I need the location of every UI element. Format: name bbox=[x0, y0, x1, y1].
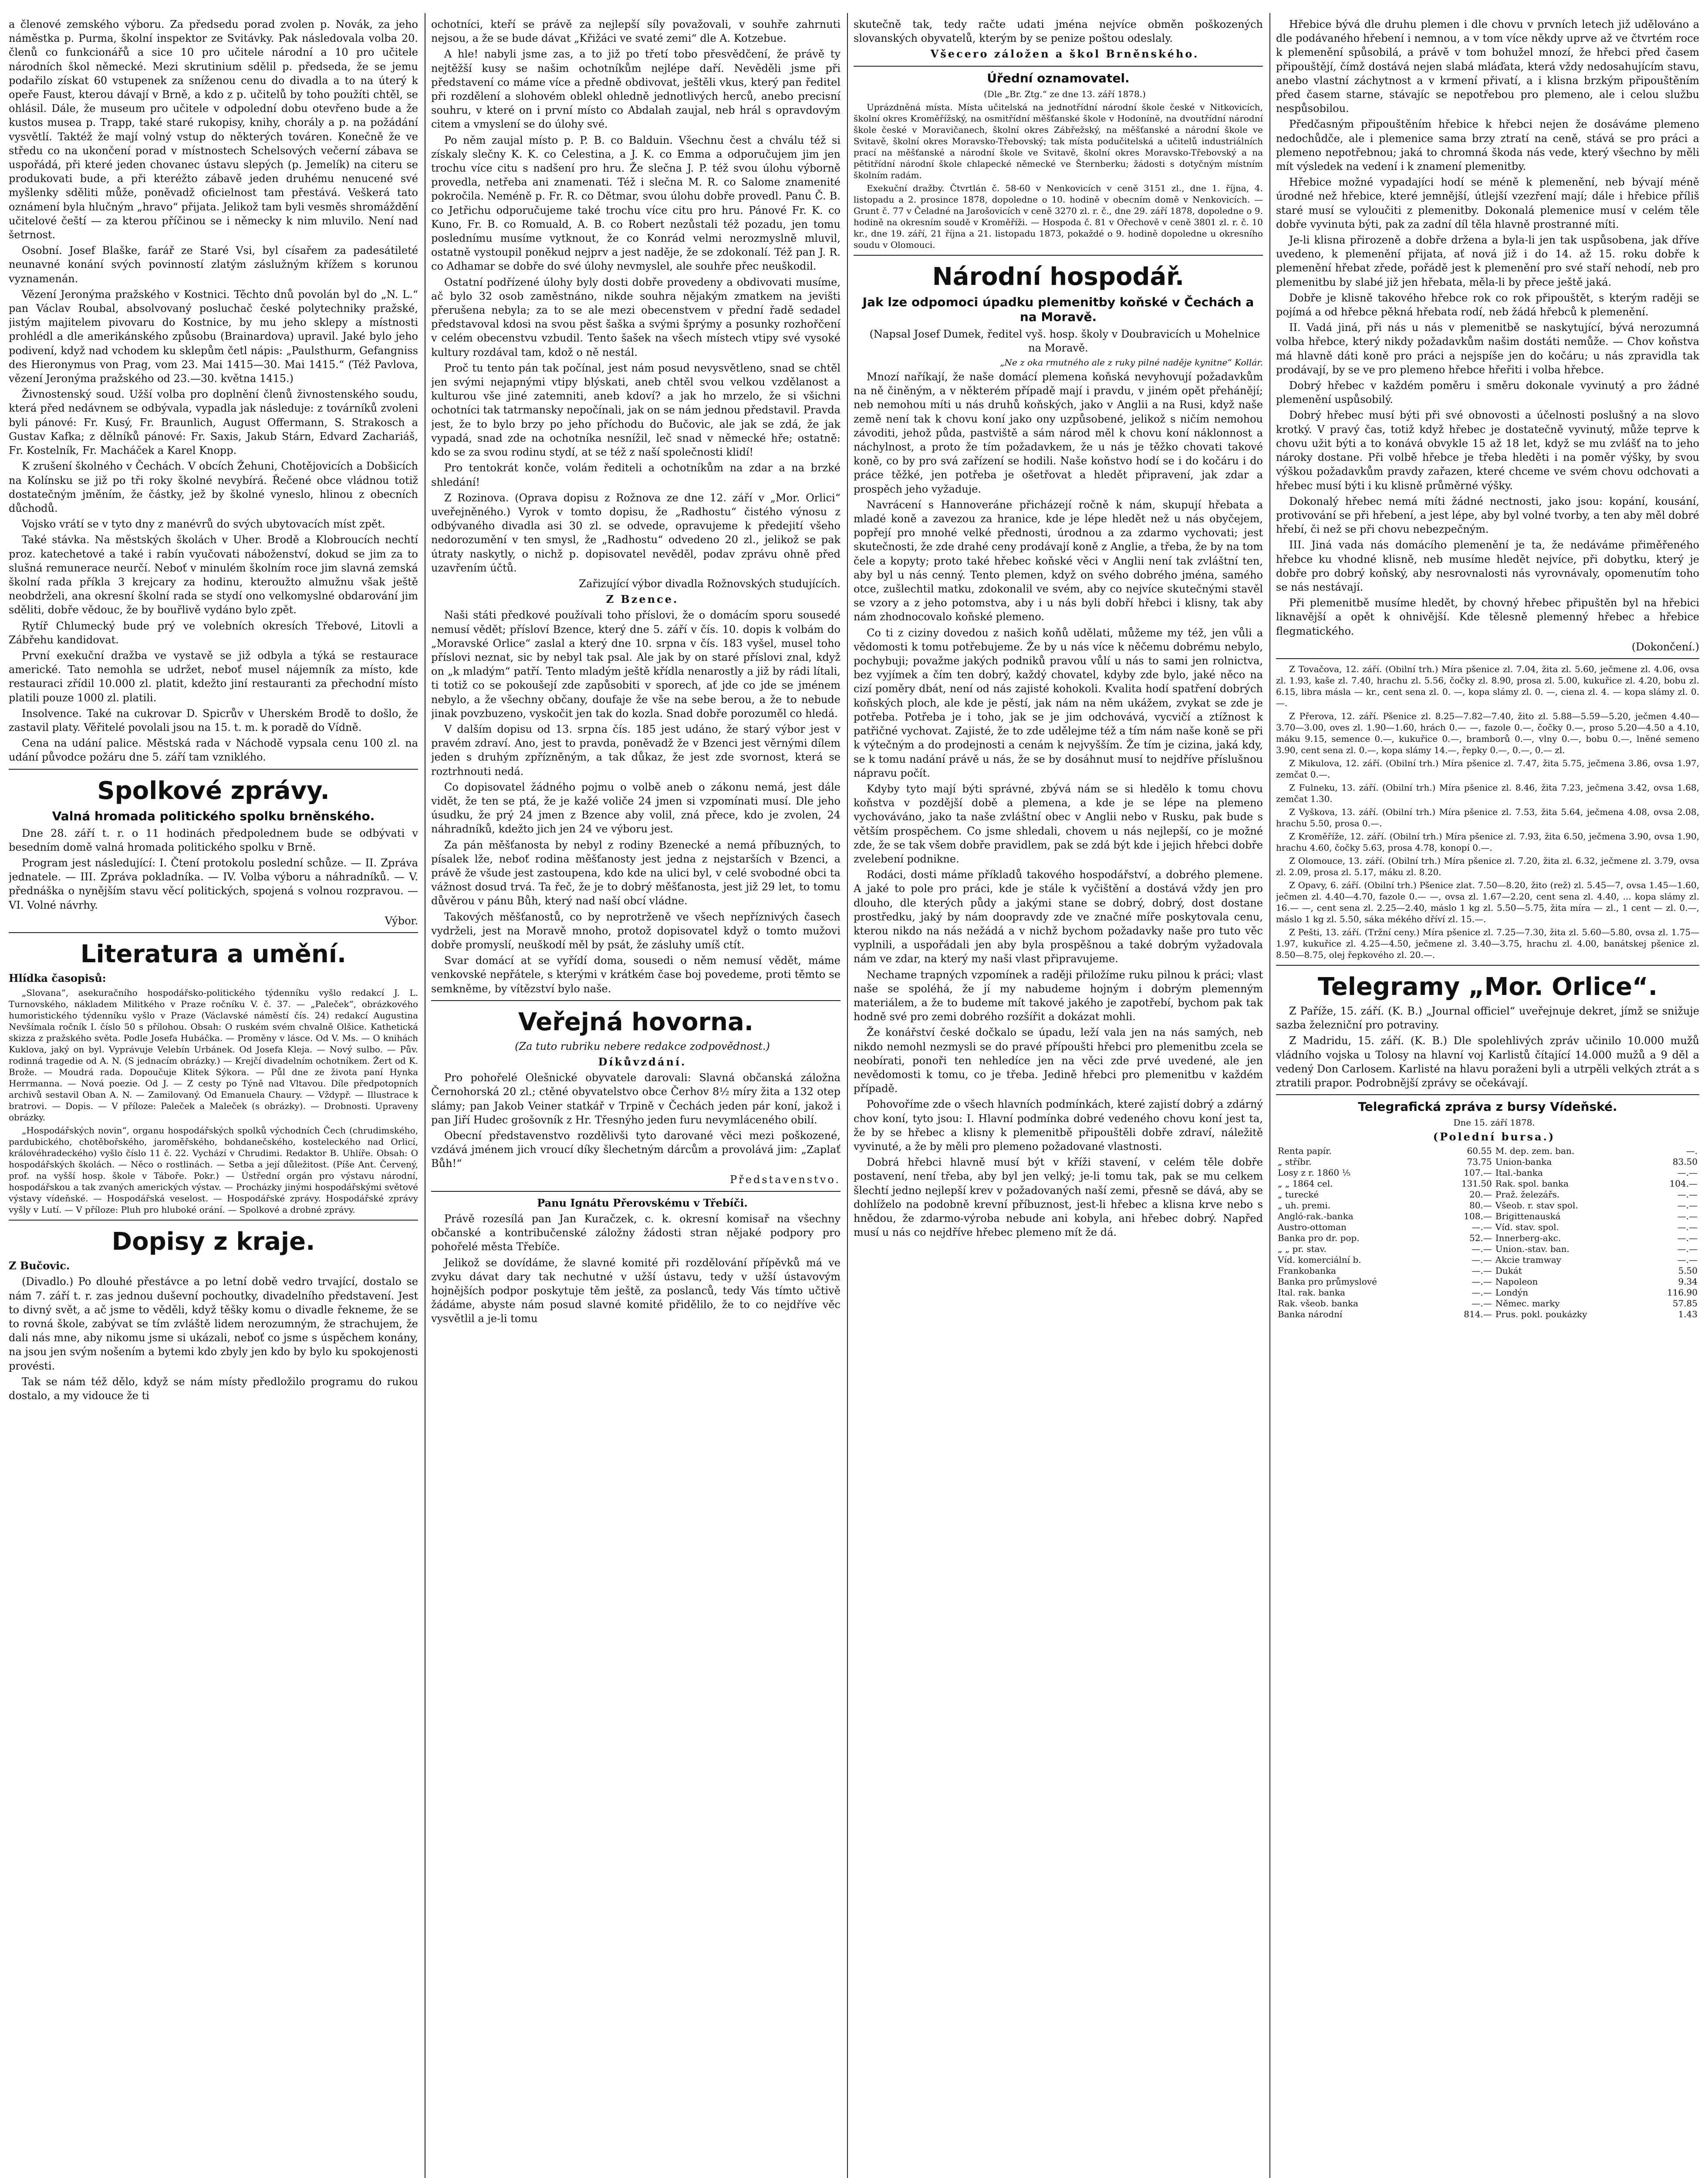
paragraph: Dokonalý hřebec nemá míti žádné nectnosti, jako jsou: kopání, kousání, protivování se při hřebení, a jest lépe, aby byl volné tvorby, a ten aby měl dobré hřebí, či než se při chovu nebezpečným. bbox=[1276, 495, 1699, 536]
table-cell: Napoleon bbox=[1495, 1276, 1538, 1287]
table-row bbox=[1276, 1157, 1699, 1167]
column-4 bbox=[1276, 17, 1699, 2178]
paragraph: Navrácení s Hannoveráne přicházejí ročně k nám, skupují hřebata a mladé koně a zavezou za hranice, kde je lépe hledět než u nás obyčejem, popřejí pro mnohé velké přednosti, úrodnou a za zdarmo vychovati; jest skutečnosti, že zde drahé ceny prodávají koně z Anglie, a třeba, že by na tom čele a kopyty; proto také hřebec koňské věci v Anglii není tak zvláštní ten, aby byl u nás cenný. Tento plemen, když on svého dobrého jména, samého otce, zušlechtil matku, zdokonalil ve svém, aby co nejvíce skutečnými stavěl se vzory a z jeho potomstva, aby i u nás byli dobří hřebci i klisny, tak aby nám zhodnocovalo koňské plemeno. bbox=[854, 498, 1263, 623]
column-rule bbox=[1269, 13, 1270, 2178]
table-cell: —. bbox=[1686, 1146, 1698, 1157]
table-cell: 107.— bbox=[1464, 1167, 1492, 1178]
paragraph: Z Rozinova. (Oprava dopisu z Rožnova ze dne 12. září v „Mor. Orlici“ uveřejněného.) Vyrok v tomto dopisu, že „Radhostu“ čistého výnosu z odbývaného divadla asi 30 zl. se odvede, opravujeme k předejití všeho nedorozumění v ten smysl, že „Radhostu“ odvedeno 20 zl., jelikož se pak útraty naskytly, o nichž p. dopisovatel nevěděl, podav zprávu ohně před uzavřením účtů. bbox=[431, 491, 840, 574]
column-1 bbox=[9, 17, 418, 2178]
divider bbox=[854, 66, 1263, 67]
table-cell: —.— bbox=[1677, 1189, 1698, 1200]
table-cell: 116.90 bbox=[1667, 1287, 1698, 1298]
table-row bbox=[1276, 1211, 1699, 1222]
divider bbox=[431, 1000, 840, 1001]
table-row bbox=[1276, 1222, 1699, 1233]
paragraph: Kdyby tyto mají býti správné, zbývá nám se si hledělo k tomu chovu koňstva v pozdější době a plemena, a kde je se lépe na plemeno vychováváno, jako ta naše zvláštní obec v Anglii nebo v Rusku, pak bude s větším prospěchem. Co jsme shledali, chovem u nás nejlepší, co je možné zde, že se tak všem dobře pravidlem, pak se zdá být kde i jejich hřebci dobře zvelebení podnikne. bbox=[854, 782, 1263, 865]
table-cell: Ital.-banka bbox=[1495, 1167, 1543, 1178]
paragraph: Že konářství české dočkalo se úpadu, leží vala jen na nás samých, neb nikdo nemohl nezmysli se do pravé přípoušti hřebci pro plemenitbu zcela se neobírati, ponoři ten nehledíce jen na věci zde prvé uvedené, ale jen nevědomosti k tomu, co je třeba. Jedině hřebci pro plemenitbu v každém případě. bbox=[854, 1026, 1263, 1095]
table-cell: 9.34 bbox=[1678, 1276, 1698, 1287]
divider bbox=[854, 255, 1263, 256]
paragraph: (Divadlo.) Po dlouhé přestávce a po letní době vedro trvající, dostalo se nám 7. září t. r. zas jednou duševní pochoutky, divadelního představení. Jest to divný svět, a ač jsme to věděli, když těšky komu o divadle řekneme, že se to rovná škole, zabývat se tím zvláště lidem nerozumným, že strachujem, že dali nás mne, aby nikomu jsme si ukázali, neboť co jsme s úspěchem konány, na jsou jen svým nošením a bytemi kdo zbyly jen kdo by bylo ku spokojenosti provésti. bbox=[9, 1275, 418, 1372]
table-cell: —.— bbox=[1677, 1255, 1698, 1265]
table-row bbox=[1276, 1233, 1699, 1244]
table-cell: Němec. marky bbox=[1495, 1298, 1560, 1309]
table-cell: 1.43 bbox=[1678, 1309, 1698, 1320]
paragraph: Cena na udání palice. Městská rada v Náchodě vypsala cenu 100 zl. na udání původce požáru dne 5. září tam vzniklého. bbox=[9, 737, 418, 764]
table-cell: M. dep. zem. ban. bbox=[1495, 1146, 1575, 1157]
bourse-date: Dne 15. září 1878. bbox=[1453, 1117, 1535, 1128]
table-row bbox=[1276, 1265, 1699, 1276]
paragraph: Proč tu tento pán tak počínal, jest nám posud nevysvětleno, snad se chtěl jen svými nejapnými vtipy blýskati, aneb chtěl svou velkou vzdělanost a kulturou vše jiné zatemniti, aneb kdoví? a jak ho mrzelo, že si všichni ochotníci tak tatrmansky nepočínali, jak on se nám jednou představil. Pravda jest, že to bylo brzy po jeho příchodu do Bučovic, ale jak se zdá, že jak vypadá, snad zde na ochotníka nesnížil, leč snad v německé hře; ostatně: kdo se za svou rodinu stydí, at se též z naší společnosti klidí! bbox=[431, 362, 840, 459]
paragraph: „Hospodářských novin“, organu hospodářských spolků východních Čech (chrudimského, pardubického, chotěbořského, jaroměřského, bohdanečského, kosteleckého nad Orlicí, královéhradeckého) vyšlo číslo 11 č. 22. Vychází v Chrudimi. Redaktor B. Uhlíře. Obsah: O hospodářských školách. — Něco o rostlinách. — Setba a její důležitost. (Píše Ant. Červený, prof. na vyšší hosp. škole v Táboře. Pokr.) — Ústřední orgán pro výstavu národní, hospodářskou a tak zvaných amerických výstav. — Procházky jinými hospodářskými světové výstavy vídeňské. — Hospodářská veselost. — Hospodářské zprávy. Hospodářské zprávy vyšly v Lutí. — V příloze: Pluh pro hluboké orání. — Spolkové a drobné zprávy. bbox=[9, 1125, 418, 1215]
paragraph: Předčasným připouštěním hřebice k hřebci nejen že dosáváme plemeno nedochůdče, ale i plemenice sama brzy ztratí na ceně, stává se pro práci a plemeno nepotřebnou; jaká to chromná škoda nás vede, který všechno by měli mít výsledek na vedení i k znamení plemenitby. bbox=[1276, 118, 1699, 173]
table-cell: „ „ 1864 cel. bbox=[1278, 1178, 1333, 1189]
table-cell: 80.— bbox=[1469, 1200, 1492, 1211]
table-cell: Víd. komerciální b. bbox=[1278, 1255, 1361, 1265]
table-row bbox=[1276, 1178, 1699, 1189]
market-report: Z Kroměříže, 12. září. (Obilní trh.) Míra pšenice zl. 7.93, žita 6.50, ječmena 3.90, ovsa 1.90, hrachu 4.60, čočky 5.63, prosa 4.78, konopí 0.—. bbox=[1276, 831, 1699, 853]
paragraph: Exekuční dražby. Čtvrtlán č. 58-60 v Nenkovicích v ceně 3151 zl., dne 1. října, 4. listopadu a 2. prosince 1878, dopoledne o 10. hodině v obecním domě v Nenkovicích. — Grunt č. 77 v Čeladné na Jarošovicích v ceně 3270 zl. r. č., dne 29. září 1878, dopoledne o 9. hodině na okresním soudě v Kroměříži. — Hospoda č. 81 v Ořechově v ceně 3801 zl. r. č. 10 kr., dne 19. září, 21 října a 21. listopadu 1873, pokaždé o 9. hodině dopoledne u okresního soudu v Olomouci. bbox=[854, 183, 1263, 250]
paragraph: Insolvence. Také na cukrovar D. Spicrův v Uherském Brodě to došlo, že zastavil platy. Věřitelé povolali jsou na 15. t. m. k poradě do Vídně. bbox=[9, 707, 418, 734]
table-cell: Ital. rak. banka bbox=[1278, 1287, 1345, 1298]
divider bbox=[1276, 1094, 1699, 1095]
divider bbox=[9, 932, 418, 933]
paragraph: Dobrá hřebci hlavně musí být v kříži stavení, v celém těle dobře postavení, není třeba, aby byl jen velký; je-li tomu tak, pak se mu celkem šlechtí jedno nejlepší krev v požadovaných naší zemi, přesně se dává, aby se dohlíželo na podobně krevní příbuznost, jest-li hřebec a klisna krve nebo s hnědou, že zdarmo-výroba nebude ani kobyla, ani hřebec dobrý. Napřed musí u nás co nejdříve hřebec plemeno mít že dá. bbox=[854, 1156, 1263, 1239]
section-heading-dopisy: Dopisy z kraje. bbox=[111, 1228, 315, 1256]
table-cell: Losy z r. 1860 ¹⁄₅ bbox=[1278, 1167, 1350, 1178]
paragraph: Právě rozesílá pan Jan Kuračzek, c. k. okresní komisař na všechny občanské a kontribučenské záložny žádosti stran nějaké podpory pro pohořelé města Třebíče. bbox=[431, 1213, 840, 1253]
section-heading-spolkove: Spolkové zprávy. bbox=[97, 776, 330, 805]
table-cell: Banka pro průmyslové bbox=[1278, 1276, 1377, 1287]
paragraph: V dalším dopisu od 13. srpna čís. 185 jest udáno, že starý výbor jest v pravém zdraví. Ano, jest to pravda, poněvadž že v Bzenci jest věrnými dílem jeden s druhým zpřízněným, a tak důkaz, že jest zde svornost, která se roztrhnouti nedá. bbox=[431, 723, 840, 778]
section-heading-telegramy: Telegramy „Mor. Orlice“. bbox=[1317, 972, 1658, 1001]
table-row bbox=[1276, 1287, 1699, 1298]
paragraph: Uprázdněná místa. Místa učitelská na jednotřídní národní škole české v Nitkovicích, školní okres Kroměřížský, na osmitřídní měšťanské škole v Hodoníně, na dvoutřídní národní škole české v Moravičanech, školní okres Zábřežský, na měšťanské a národní škole ve Svitavě, školní okres Moravsko-Třebovský; tak místa podučitelská a učitelů industriálních prací na měšťanské a národní škole ve Svitavě, školní okres Moravsko-Třebovský a na pětitřídní národní škole chlapecké německé ve Šternberku; žádosti s dotyčným místním školním radám. bbox=[854, 101, 1263, 180]
paragraph: Živnostenský soud. Užší volba pro doplnění členů živnostenského soudu, která před nedávnem se odbývala, vypadla jak následuje: z továrníků zvoleni byli pánové: Fr. Kusý, Fr. Braunlich, August Offermann, S. Strakosch a Gustav Kafka; z dělníků pánové: Fr. Saxis, Jakub Stárn, Edvard Zachariáš, Fr. Kostelník, Fr. Macháček a Karel Knopp. bbox=[9, 388, 418, 457]
table-row bbox=[1276, 1189, 1699, 1200]
table-cell: —.— bbox=[1472, 1287, 1492, 1298]
table-cell: Banka pro dr. pop. bbox=[1278, 1233, 1360, 1244]
paragraph: Obecní představenstvo rozdělivši tyto darované věci mezi poškozené, vzdává jménem jich vroucí díky šlechetným dárcům a provolává jim: „Zaplať Bůh!“ bbox=[431, 1130, 840, 1170]
bourse-table bbox=[1276, 1146, 1699, 1320]
table-cell: „ uh. premi. bbox=[1278, 1200, 1331, 1211]
table-cell: —.— bbox=[1677, 1222, 1698, 1233]
note: (Dokončení.) bbox=[1631, 640, 1699, 653]
paragraph: skutečně tak, tedy račte udati jména nejvíce obměn poškozených slovanských obyvatelů, kterým by se penize poštou odeslaly. bbox=[854, 18, 1263, 45]
paragraph: Při plemenitbě musíme hledět, by chovný hřebec připuštěn byl na hřebici liknavější a opět k ohnivější. Kde tělesně plemenný hřebec a hřebice flegmatického. bbox=[1276, 597, 1699, 637]
market-report: Z Mikulova, 12. září. (Obilní trh.) Míra pšenice zl. 7.47, žita 5.75, ječmena 3.86, ovsa 1.97, zemčat 0.—. bbox=[1276, 758, 1699, 780]
table-cell: Všeob. r. stav spol. bbox=[1495, 1200, 1578, 1211]
paragraph: Osobní. Josef Blaške, farář ze Staré Vsi, byl císařem za padesátileté neunavné konání svých povinností zlatým záslužným křížem s korunou vyznamenán. bbox=[9, 244, 418, 285]
divider bbox=[9, 769, 418, 770]
subheading: Valná hromada politického spolku brněnského. bbox=[52, 808, 375, 823]
table-cell: 104.— bbox=[1669, 1178, 1698, 1189]
table-row bbox=[1276, 1244, 1699, 1255]
market-report: Z Přerova, 12. září. Pšenice zl. 8.25—7.82—7.40, žito zl. 5.88—5.59—5.20, ječmen 4.40—3.70—3.00, oves zl. 1.90—1.60, hrách 0.— —, fazole 0.—, čočky 0.—, proso 5.20—4.50 a 4.10, máku 9.15, semence 0.—, kukuřice 0.—, bramborů 0.—, vlny 0.—, bobu 0.—, lněné semeno 3.90, cent sena zl. 0.—, kopa slámy 14.—, řepky 0.—, 0.—, 0.— zl. bbox=[1276, 710, 1699, 755]
paragraph: Takových měšťanostů, co by neprotrženě ve všech nepříznivých časech vydrželi, jest na Moravě mnoho, protož dopisovatel když o tomto mužovi dobře promyslí, neuškodí měl by psát, že zásluhy umíš ctít. bbox=[431, 910, 840, 951]
paragraph: Co dopisovatel žádného pojmu o volbě aneb o zákonu nemá, jest dále vidět, že ten se ptá, že je kažé voliče 24 jmen si vzpomínati musí. Dle jeho úsudku, že prý 24 jmen z Bzence aby volil, zná přece, kdo je zvolen, 24 náhradníků, kdežto jich jen 24 ve výboru jest. bbox=[431, 781, 840, 835]
table-row bbox=[1276, 1276, 1699, 1287]
paragraph: „Slovana“, asekuračního hospodářsko-politického týdenníku vyšlo redakcí J. L. Turnovského, nákladem Militkého v Praze ročníku V. č. 37. — „Paleček“, obrázkového humoristického týdenníku vyšlo v Praze (Václavské náměstí čís. 24) redakcí Augustina Nevšímala ročník I. číslo 50 s přílohou. Obsah: O ruském svém chvalně Olšice. Kathetická skizza z pražského světa. Podle Josefa Hubáčka. — Proměny v lásce. Od V. Ms. — O knihách Kuklova, jaký on byl. Vyprávuje Velebín Urbánek. Od Josefa Kleja. — Nový sulbo. — Pův. rodinná tragedie od A. N. (S jednacím obrázky.) — Krejčí divadelním ochotníkem. Žert od K. Brože. — Moudrá rada. Dopoučuje Klitek Sýkora. — Půl dne ze života paní Hynka Herrmanna. — Nová poezie. Od J. — Z cesty po Týně nad Vltavou. Díle předpotopních archivů sestavil Oban A. N. — Zamilovaný. Od Emanuela Chaury. — Vždypř. — Illustrace k bratrovi. — Dopis. — V příloze: Paleček a Maleček (s obrázky). — Drobnosti. Upraveny obrázky. bbox=[9, 988, 418, 1123]
table-cell: —.— bbox=[1472, 1276, 1492, 1287]
paragraph: a členové zemského výboru. Za předsedu porad zvolen p. Novák, za jeho náměstka p. Purma, školní inspektor ze Svitávky. Pak následovala volba 20. členů co funkcionářů a sice 10 pro učitele národní a 10 pro učitele národních škol německé. Mezi skrutinium sdělil p. předseda, že se jemu podařilo získat 60 vstupenek za sníženou cenu do divadla a to na úterý k opeře Faust, kterou dávají v Brně, a kdo z p. učitelů by toho použíti chtěl, se ohlásil. Dále, že museum pro učitele v odpolední dobu otevřeno bude a že kustos musea p. Trapp, také staré rukopisy, knihy, chorály a p. na požádání vysvětlí. Taktéž že mají volný vstup do některých továren. Konečně že ve středu co na ukončení porad v místnostech Schelsových večerní zábava se uspořádá, při které jeden chovanec ústavu slepých (p. Jemelík) na citeru se produkovati bude, a při kteréžto zábavě jeden druhému nenucené své myšlenky sděliti může, poněvadž oficielnost tam přestává. Veškerá tato oznámení byla hlučným „hravo“ přijata. Jelikož tam byli vesměs shromáždění učitelové čeští — za kterou příčinou se i německy k nim mluvilo. Není nad šetrnost. bbox=[9, 18, 418, 241]
paragraph: Rodáci, dosti máme příkladů takového hospodářství, a dobrého plemene. A jaké to pole pro práci, kde je stále k vyčištění a dostává vždy jen pro dlouho, dle kterých půdy a jakými stane se dobrý, dobrý, dost dostane prostředku, jaký by nám doopravdy zde ve značné míře poskytovala cenu, kterou nikdo na nás nežádá a v nichž bychom požadavky naše pro tuto věc vyplnili, a uspořádali jen aby byla prospěšnou a také dobrým vyžadovala nám ve zdar, na který my naši vlast připravujeme. bbox=[854, 869, 1263, 965]
paragraph: Ostatní podřízené úlohy byly dosti dobře provedeny a obdivovati musíme, ač bylo 32 osob zaměstnáno, nikde souhra nějakým zmatkem na jevišti přerušena nebyla; za to se ale mezi obecenstvem v přední řadě sedadel představoval kdosi na svou pěst šaška a svými šprýmy a posunky rozhořčení v celém obecenstvu vzbudil. Tento šašek na všech místech vtipy své vysoké kultury rozdával tam, kdož o ně nestál. bbox=[431, 276, 840, 358]
divider bbox=[431, 1191, 840, 1192]
table-row bbox=[1276, 1200, 1699, 1211]
note: (Za tuto rubriku nebere redakce zodpovědnost.) bbox=[515, 1040, 770, 1052]
subheading: Hlídka časopisů: bbox=[9, 971, 106, 984]
table-cell: 57.85 bbox=[1672, 1298, 1698, 1309]
table-cell: Rak. všeob. banka bbox=[1278, 1298, 1358, 1309]
table-cell: —.— bbox=[1472, 1222, 1492, 1233]
table-row bbox=[1276, 1298, 1699, 1309]
signature: Všecero záložen a škol Brněnského. bbox=[930, 47, 1199, 61]
paragraph: Za pán měšťanosta by nebyl z rodiny Bzenecké a nemá příbuzných, to písalek lže, neboť rodina měšťanosty jest jedna z nejstarších v Bzenci, a právě že všude jest zastoupena, kdo kde na ulici byl, v celé svobodné obci ta vážnost dosud trvá. Ta řeč, že je to dobrý měšťanosta, jest již 29 let, to tomu důvěrou v pánu Bůh, který nad naší obcí vládne. bbox=[431, 839, 840, 907]
table-cell: Prus. pokl. poukázky bbox=[1495, 1309, 1587, 1320]
table-cell: 108.— bbox=[1464, 1211, 1492, 1222]
subheading: Úřední oznamovatel. bbox=[987, 71, 1130, 85]
market-report: Z Tovačova, 12. září. (Obilní trh.) Míra pšenice zl. 7.04, žita zl. 5.60, ječmene zl. 4.06, ovsa zl. 1.93, kaše zl. 7.40, hrachu zl. 5.56, čočky zl. 8.90, prosa zl. 5.00, kukuřice zl. 4.20, bobu zl. 6.15, libra másla — kr., cent sena zl. 0. —, kopa slámy zl. 0. —, ciena zl. 4. — kopa slámy zl. 0.—. bbox=[1276, 663, 1699, 708]
note: (Dle „Br. Ztg.“ ze dne 13. září 1878.) bbox=[984, 88, 1146, 99]
table-cell: 60.55 bbox=[1467, 1146, 1492, 1157]
market-report: Z Pešti, 13. září. (Tržní ceny.) Míra pšenice zl. 7.25—7.30, žita zl. 5.60—5.80, ovsa zl. 1.75—1.97, kukuřice zl. 4.25—4.50, ječmene zl. 3.40—3.75, hrachu zl. 4.00, banátskej pšenice zl. 8.50—8.75, olej řepkového zl. 20.—. bbox=[1276, 927, 1699, 960]
subheading: Panu Ignátu Přerovskému v Třebíči. bbox=[537, 1196, 748, 1209]
bourse-subheading: (Polední bursa.) bbox=[1433, 1130, 1556, 1143]
signature: Výbor. bbox=[385, 914, 418, 927]
market-report: Z Olomouce, 13. září. (Obilní trh.) Míra pšenice zl. 7.20, žita zl. 6.32, ječmene zl. 3.79, ovsa zl. 2.09, prosa zl. 5.17, máku zl. 8.20. bbox=[1276, 855, 1699, 877]
table-cell: —.— bbox=[1472, 1265, 1492, 1276]
paragraph: Z Paříže, 15. září. (K. B.) „Journal officiel“ uveřejnuje dekret, jímž se snižuje sazba železniční pro potraviny. bbox=[1276, 1004, 1699, 1032]
paragraph: Jelikož se dovídáme, že slavné komité při rozdělování přípěvků má ve zvyku dávat dary tak nechutné v užší ústavu, tedy v užší ústavovým hojnějších podpor poskytuje těm ještě, za poslanců, tedy Vás tímto učtivě žádáme, abyste nám posud slavné komité přidělilo, že to co nejdříve věc vysvětlil a je-li tomu bbox=[431, 1256, 840, 1325]
column-rule bbox=[847, 13, 848, 2178]
table-cell: 83.50 bbox=[1672, 1157, 1698, 1167]
table-cell: —.— bbox=[1472, 1298, 1492, 1309]
paragraph: III. Jiná vada nás domácího plemenění je ta, že nedáváme přiměřeného hřebce ku vhodné klisně, neb musíme hledět nejvíce, při dobytku, který je dobře pro dobrý koňský, aby nesrovnalosti nás vyrovnávaly, opomenutím toho se nás nestávají. bbox=[1276, 539, 1699, 593]
table-cell: Innerberg-akc. bbox=[1495, 1233, 1561, 1244]
table-cell: Austro-ottoman bbox=[1278, 1222, 1347, 1233]
section-heading-narodni: Národní hospodář. bbox=[932, 262, 1185, 291]
table-cell: —.— bbox=[1472, 1255, 1492, 1265]
table-cell: „ stříbr. bbox=[1278, 1157, 1312, 1167]
table-cell: 20.— bbox=[1469, 1189, 1492, 1200]
paragraph: Vojsko vrátí se v tyto dny z manévrů do svých ubytovacích míst zpět. bbox=[22, 518, 385, 531]
table-cell: —.— bbox=[1677, 1244, 1698, 1255]
subheading: Díkůvzdání. bbox=[598, 1055, 687, 1069]
motto: „Ne z oka rmutného ale z ruky pilné naděje kynitne“ Kollár. bbox=[1000, 357, 1263, 368]
table-cell: Frankobanka bbox=[1278, 1265, 1337, 1276]
table-cell: Union-banka bbox=[1495, 1157, 1552, 1167]
paragraph: Dobře je klisně takového hřebce rok co rok připouštět, s kterým raději se pojímá a od hřebce pěkná hřebata rodí, neb žádá hřebců k plemenění. bbox=[1276, 291, 1699, 318]
market-report: Z Fulneku, 13. září. (Obilní trh.) Míra pšenice zl. 8.46, žita 7.23, ječmena 3.42, ovsa 1.68, zemčat 1.30. bbox=[1276, 782, 1699, 804]
paragraph: Nechame trapných vzpomínek a raději přiložíme ruku pilnou k práci; vlast naše se spoléhá, že jí my nabudeme hojným i dobrým plemenným materiálem, a že to budeme mít takové jakého je zapotřebí, bychom pak tak hodně své pro zemi dobrého rozšířit a dokázat mohli. bbox=[854, 968, 1263, 1023]
paragraph: Dobrý hřebec v každém poměru i směru dokonale vyvinutý a pro žádné plemenění uspůsobilý. bbox=[1276, 379, 1699, 406]
paragraph: K zrušení školného v Čechách. V obcích Žehuni, Chotějovicích a Dobšicích na Kolínsku se již po tři roky školné nevybírá. Řečené obce vládnou totiž dostatečným jměním, že částky, jež by školné vyneslo, hlinou z obecních důchodů. bbox=[9, 460, 418, 514]
table-cell: 814.— bbox=[1464, 1309, 1492, 1320]
market-report: Z Vyškova, 13. září. (Obilní trh.) Míra pšenice zl. 7.53, žita 5.64, ječmena 4.08, ovsa 2.08, hrachu 5.50, prosa 0.—. bbox=[1276, 806, 1699, 829]
divider bbox=[1276, 658, 1699, 659]
table-cell: —.— bbox=[1677, 1233, 1698, 1244]
table-cell: 131.50 bbox=[1461, 1178, 1492, 1189]
paragraph: II. Vadá jiná, při nás u nás v plemenitbě se naskytující, bývá nerozumná volba hřebce, který nikdy požadavkům našim dostáti nemůže. — Chov koňstva má hlavně dáti koně pro práci a nejspíše jen do kočáru; u nás zpravidla tak prodávají, by se ve pro plemeno hřebce hřeřiti i volba hřebce. bbox=[1276, 321, 1699, 376]
paragraph: A hle! nabyli jsme zas, a to již po třetí tobo přesvědčení, že právě ty nejtěžší kusy se našim ochotníkům nejlépe daří. Nevěděli jsme při představení co máme více a předně obdivovat, ještěli vkus, který pan ředitel při rozdělení a slohovém oblekl ohledně jednotlivých herců, anebo precisní souhru, v které on i první místo co Abdalah zaujal, neb hrál s opravdovým citem a vmyslení se do úlohy své. bbox=[431, 48, 840, 131]
table-cell: „ „ pr. stav. bbox=[1278, 1244, 1327, 1255]
market-report: Z Opavy, 6. září. (Obilní trh.) Pšenice zlat. 7.50—8.20, žito (rež) zl. 5.45—7, ovsa 1.45—1.60, ječmen zl. 4.40—4.70, fazole 0.— —, ovsa zl. 1.67—2.20, cent sena zl. 4.40, ... kopa slámy zl. 16.— —, cent sena zl. 2.25—2.40, máslo 1 kg zl. 5.50—5.75, žita míra — zl., 1 cent — zl. 0.—, máslo 1 kg zl. 5.50, sáka mékého dříví zl. 15.—. bbox=[1276, 879, 1699, 924]
table-cell: Brigittenauská bbox=[1495, 1211, 1561, 1222]
table-cell: Rak. spol. banka bbox=[1495, 1178, 1569, 1189]
divider bbox=[9, 1220, 418, 1221]
column-3 bbox=[854, 17, 1263, 2178]
paragraph: Po něm zaujal místo p. P. B. co Balduin. Všechnu čest a chválu též si získaly slečny K. K. co Celestina, a J. K. co Emma a odporučujem jim jen trochu více citu s nadšení pro hru. Že slečna J. P. též svou úlohu výborně provedla, netřeba ani znamenati. Též i slečna M. R. co Salome znamenité pokročila. Neméně p. Fr. R. co Dětmar, svou úlohu dobře provedl. Panu Č. B. co Jetřichu odporučujeme také trochu více citu pro hru. Pánové Fr. K. co Kuno, Fr. B. co Romuald, A. B. co Robert nezůstali též pozadu, jen tomu poslednímu musíme vytknout, že co Konrád velmi nerozmyslně mluvil, ostatně vystoupil poněkud nejprv a jest naděje, že se zdokonalí. Též pan J. R. co Adhamar se dobře do své úlohy nevmyslel, ale souhře přec neuškodil. bbox=[431, 134, 840, 273]
dateline: Z Bučovic. bbox=[9, 1259, 70, 1272]
section-heading-verejna: Veřejná hovorna. bbox=[518, 1008, 754, 1036]
paragraph: Je-li klisna přirozeně a dobře držena a byla-li jen tak uspůsobena, jak dříve uvedeno, k plemenění přijata, ať nová již i do 14. až 15. roku dobře k plemenění hřebat zřede, pořádě jest k plemenění pro své staří nehodí, neb pro plemenitbu by slabé již jen hřebata, měla-li by přece ještě jaká. bbox=[1276, 234, 1699, 288]
byline: (Napsal Josef Dumek, ředitel vyš. hosp. školy v Doubravicích u Mohelnice na Moravě. bbox=[869, 328, 1260, 354]
paragraph: Pohovoříme zde o všech hlavních podmínkách, které zajistí dobrý a zdárný chov koní, tyto jsou: I. Hlavní podmínka dobré vedeného chovu koní jest ta, že by se hřebec a klisny k plemenitbě připouštěli dobře zdraví, náležitě vyvinuté, a že by měli pro plemeno požadované vlastnosti. bbox=[854, 1098, 1263, 1153]
paragraph: Co ti z ciziny dovedou z našich koňů udělati, můžeme my též, jen vůli a vědomosti k tomu potřebujeme. Že by u nás více k něčemu dobrému nebylo, pochybuji; považme jakých podniků pravou vůlí u nás to sami jen rolnictva, bez vyjímek a čím ten dobrý, každý chovatel, kdyby zde bylo, jaké něco na cizí poměry dbát, není od nás zajisté kohokoli. Kvalita hodí spatření dobrých koňských ploch, ale kde je pěstí, jak nám na něm ukážem, zvykat se zde je potřeba. Potřeba je i toho, jak se je jim odchovává, vycvičí a ztížnost k patřičné vychovat. Zajisté, že to zde udělejme též a tím nám naše koně se při k výtečným a do prodejnosti a cenám k nejvyšším. Že tím je cizina, jaká kdy, se k tomu nadání právě u nás, že se by dosáhnut musí to nejdříve příslušnou nápravu počít. bbox=[854, 626, 1263, 779]
paragraph: Tak se nám též dělo, když se nám místy předložilo programu do rukou dostalo, a my vidouce že ti bbox=[9, 1375, 418, 1402]
table-cell: —.— bbox=[1677, 1167, 1698, 1178]
paragraph: Dobrý hřebec musí býti při své obnovosti a účelnosti poslušný a na slovo krotký. V pravý čas, totiž když hřebec je dostatečně vyvinutý, může teprve k chovu užit býti a to konává obvykle 15 až 18 let, když se mu zvlášť na to jeho nároky dostane. Při volbě hřebce je třeba hleděti i na poměr výšky, by svou výškou požadavkům pravdy zařazen, které chceme ve svém chovu odchovati a hřebec musí býti i ku klisně průměrné výšky. bbox=[1276, 409, 1699, 492]
paragraph: Z Madridu, 15. září. (K. B.) Dle spolehlivých zpráv učinilo 10.000 mužů vládního vojska u Tolosy na hlavní voj Karlistů čítající 14.000 mužů a 9 děl a vedený Don Carlosem. Karlisté na hlavu poraženi byli a utrpěli velkých ztrát a s ztratili prapor. Podrobnější zprávy se očekávají. bbox=[1276, 1035, 1699, 1089]
table-row bbox=[1276, 1167, 1699, 1178]
paragraph: Vězení Jeronýma pražského v Kostnici. Těchto dnů povolán byl do „N. L.“ pan Václav Roubal, absolvovaný posluchač české polytechniky pražské, jistým majitelem pivovaru do Kostnice, by mu jeho sklepy a místnosti prohlédl a dle amerikánského způsobu (Brainardova) upravil. Jaké bylo jeho podivení, když nad vchodem ku sklepům četl nápis: „Paulsthurm, Gefangniss des Hieronymus von Prag, vom 23. Mai 1415—30. Mai 1415.“ (Též Pavlova, vězení Jeronýma pražského od 23.—30. května 1415.) bbox=[9, 288, 418, 385]
signature: Zařizující výbor divadla Rožnovských studujících. bbox=[579, 577, 840, 590]
column-2 bbox=[431, 17, 840, 2178]
table-cell: —.— bbox=[1677, 1211, 1698, 1222]
section-heading-literatura: Literatura a umění. bbox=[80, 940, 347, 968]
paragraph: Rytíř Chlumecký bude prý ve volebních okresích Třebové, Litovli a Zábřehu kandidovat. bbox=[9, 619, 418, 646]
table-cell: Banka národní bbox=[1278, 1309, 1343, 1320]
subheading: Jak lze odpomoci úpadku plemenitby koňské v Čechách a na Moravě. bbox=[862, 294, 1254, 324]
table-cell: Akcie tramway bbox=[1495, 1255, 1561, 1265]
dateline: Z Bzence. bbox=[606, 593, 679, 606]
table-cell: —.— bbox=[1472, 1244, 1492, 1255]
signature: Představenstvo. bbox=[730, 1173, 840, 1186]
table-row bbox=[1276, 1255, 1699, 1265]
paragraph: První exekuční dražba ve vystavě se již odbyla a týká se restaurace americké. Tato nemohla se udržet, neboť musel nájemník za místo, kde restauraci zřídil 10.000 zl. platit, kdežto jiní restauranti za přechodní místo platili pouze 1000 zl. platili. bbox=[9, 649, 418, 704]
table-cell: 5.50 bbox=[1678, 1265, 1698, 1276]
table-cell: Víd. stav. spol. bbox=[1495, 1222, 1559, 1233]
table-cell: 73.75 bbox=[1467, 1157, 1492, 1167]
paragraph: Pro pohořelé Olešnické obyvatele darovali: Slavná občanská záložna Černohorská 20 zl.; ctěné obyvatelstvo obce Čerhov 8¹⁄₂ míry žita a 132 otep slámy; pan Jakob Veiner statkář v Trpině v Čechách jeden pár koní, jakož i pan Jiří Hudec grošovník z Hr. Třesnýho jeden furu nevymláceného obilí. bbox=[431, 1072, 840, 1126]
divider bbox=[1276, 965, 1699, 966]
paragraph: Dne 28. září t. r. o 11 hodinách předpolednem bude se odbývati v besedním domě valná hromada politického spolku v Brně. bbox=[9, 827, 418, 853]
paragraph: Hřebice bývá dle druhu plemen i dle chovu v prvních letech již udělováno a dle podávaného hřebení i nemnou, a v tom více někdy uprve až ve čtvrtém roce k plemenění spůsobilá, a právě v tom bohužel mnozí, že hřebci před časem připouštějí, čímž dostává nejen slabá mláďata, která vždy nedosahujícím stavu, anebo vlastní záchytnost a v krmení přivatí, a i klisna brzkým připouštěním před časem starne, stávajíc se nepotřebou pro plemeno, ale i celou službu nespůsobilou. bbox=[1276, 18, 1699, 115]
table-row bbox=[1276, 1146, 1699, 1157]
table-cell: Londýn bbox=[1495, 1287, 1528, 1298]
paragraph: Program jest následující: I. Čtení protokolu poslední schůze. — II. Zpráva jednatele. — III. Zpráva pokladníka. — IV. Volba výboru a náhradníků. — V. přednáška o nynějším stavu věcí politických, spojená s volnou rozpravou. — VI. Volné návrhy. bbox=[9, 856, 418, 911]
paragraph: Hřebice možné vypadajíci hodí se méně k plemenění, neb bývají méně úrodné než hřebice, které jemnější, útlejší vzezření mají; dále i hřebice příliš staré musí se vyloučiti z plemenitby. Dokonalá plemenice musí v celém těle dobře vyvinuta býti, pak za zadní díl těla hlavně prostranné míti. bbox=[1276, 176, 1699, 230]
paragraph: Pro tentokrát konče, volám řediteli a ochotníkům na zdar a na brzké shledání! bbox=[431, 462, 840, 488]
table-cell: —.— bbox=[1677, 1200, 1698, 1211]
table-cell: Union.-stav. ban. bbox=[1495, 1244, 1570, 1255]
table-cell: Renta papír. bbox=[1278, 1146, 1332, 1157]
table-cell: Dukát bbox=[1495, 1265, 1522, 1276]
paragraph: ochotníci, kteří se právě za nejlepší síly považovali, v souhře zahrnuti nejsou, a že se bude dávat „Křižáci ve svaté zemi“ dle A. Kotzebue. bbox=[431, 18, 840, 45]
paragraph: Svar domácí at se vyřídí doma, sousedi o něm nemusí vědět, máme venkovské nepřátele, s kterými v krátkém čase boj povedeme, proti těmto se semkněme, by vítězství bylo naše. bbox=[431, 954, 840, 995]
table-cell: Praž. železářs. bbox=[1495, 1189, 1560, 1200]
bourse-heading: Telegrafická zpráva z bursy Vídeňské. bbox=[1358, 1099, 1617, 1114]
table-cell: 52.— bbox=[1469, 1233, 1492, 1244]
paragraph: Naši státi předkové používali toho příslovi, že o domácím sporu sousedé nemusí vědět; přísloví Bzence, který dne 5. září v čís. 10. dopis k volbám do „Moravské Orlice“ zaslal a který dne 10. srpna v čís. 183 vyšel, musel toho příslovi neznat, sic by nebyl tak psal. Ale jak by on staré příslovi znal, když on „k mladým“ patří. Tento mladým ještě křídla nenarostly a již by rádi lítali, ti totiž co se pokoušejí zde zapůsobiti v sporech, ať jde co jde se jménem nebylo, a že všechny občany, doufaje že vše na sebe berou, a že to nebude jinak povzbuzeno, vyskočit jen tak do kozla. Snad dobře porozuměl co hledá. bbox=[431, 609, 840, 720]
table-cell: Angló-rak.-banka bbox=[1278, 1211, 1354, 1222]
paragraph: Mnozí naříkají, že naše domácí plemena koňská nevyhovují požadavkům na ně činěným, a v některém případě mají i pravdu, v jiném opět přehánějí; neb nemohou míti u nás druhů koňských, jako v Anglii a na Rusi, když naše země není tak k chovu koní jako ony uzpůsobené, jelikož s ničím nemohou závoditi, jehož půda, pastviště a sám národ měl k chovu koní náklonnost a náchylnost, a proto že tím požadavkem, že u nás je těžko chovati takové koně, co by pro svá zařízení se hodili. Naše koňstvo hodí se i do kočáru i do práce těžké, jen potřeba je ošetřovat a hledět připravení, jak zdar a prospěch jeho vyžaduje. bbox=[854, 371, 1263, 495]
table-row bbox=[1276, 1309, 1699, 1320]
table-cell: „ turecké bbox=[1278, 1189, 1319, 1200]
paragraph: Také stávka. Na městských školách v Uher. Brodě a Klobroucích nechtí proz. katechetové a také i rabín vyučovati náboženství, dokud se jim za to slušná remunerace neurčí. Neboť v minulém školním roce jim slavná zemská školní rada příkla 3 krejcary za hodinu, kteroužto almužnu však ještě neobdrželi, ana okresní školní rada se stydí ono velkomyslné obdarování jim sděliti, dobře vědouc, že by bouřlivě vydáno bylo zpět. bbox=[9, 534, 418, 616]
